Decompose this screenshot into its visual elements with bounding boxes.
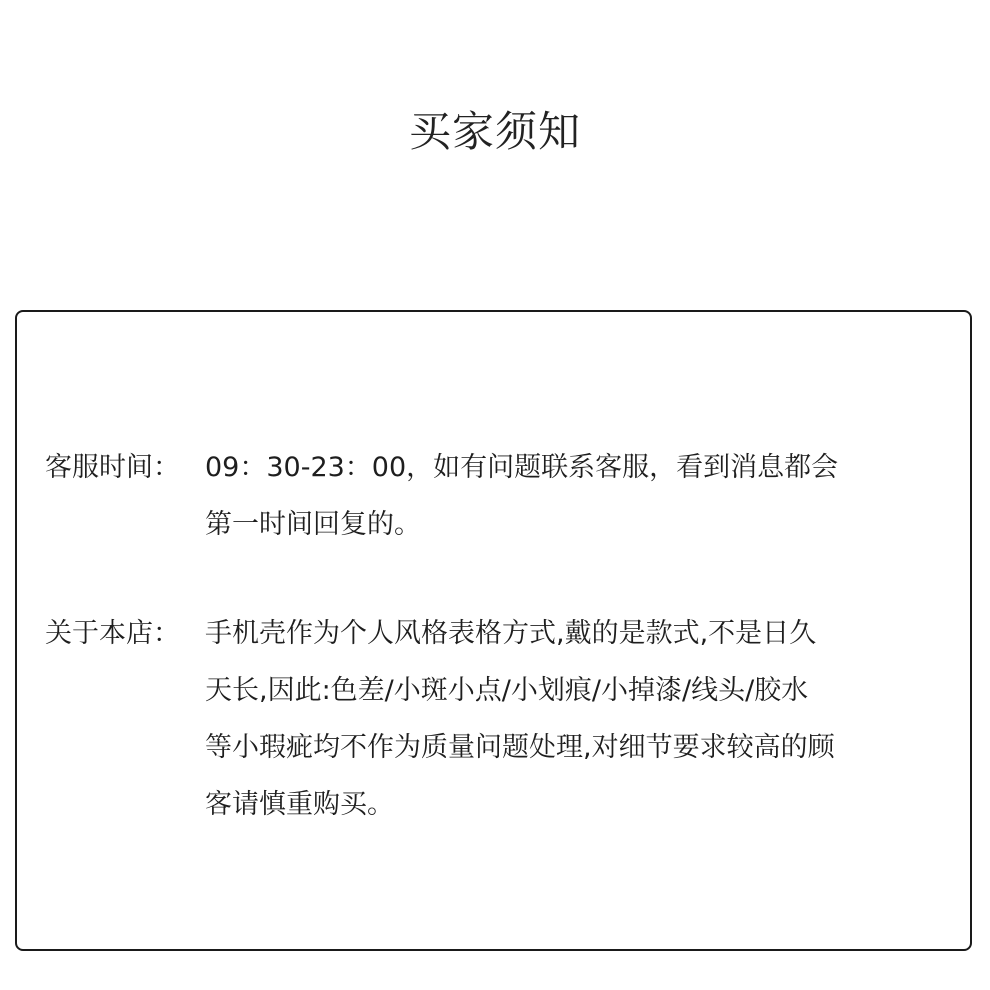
service-hours-text — [205, 439, 965, 553]
notice-line: 09：30-23：00，如有问题联系客服，看到消息都会 — [205, 452, 839, 483]
notice-box — [15, 310, 972, 951]
notice-line: 客请慎重购买。 — [205, 789, 394, 820]
notice-line: 等小瑕疵均不作为质量问题处理,对细节要求较高的顾 — [205, 732, 835, 763]
notice-line: 第一时间回复的。 — [205, 509, 421, 540]
page-title: 买家须知 — [408, 107, 581, 156]
about-store-label: 关于本店： — [45, 618, 180, 649]
about-store-text — [205, 605, 965, 833]
service-hours-label: 客服时间： — [45, 452, 180, 483]
notice-line: 天长,因此:色差/小斑小点/小划痕/小掉漆/线头/胶水 — [205, 675, 809, 706]
notice-line: 手机壳作为个人风格表格方式,戴的是款式,不是日久 — [205, 618, 817, 649]
